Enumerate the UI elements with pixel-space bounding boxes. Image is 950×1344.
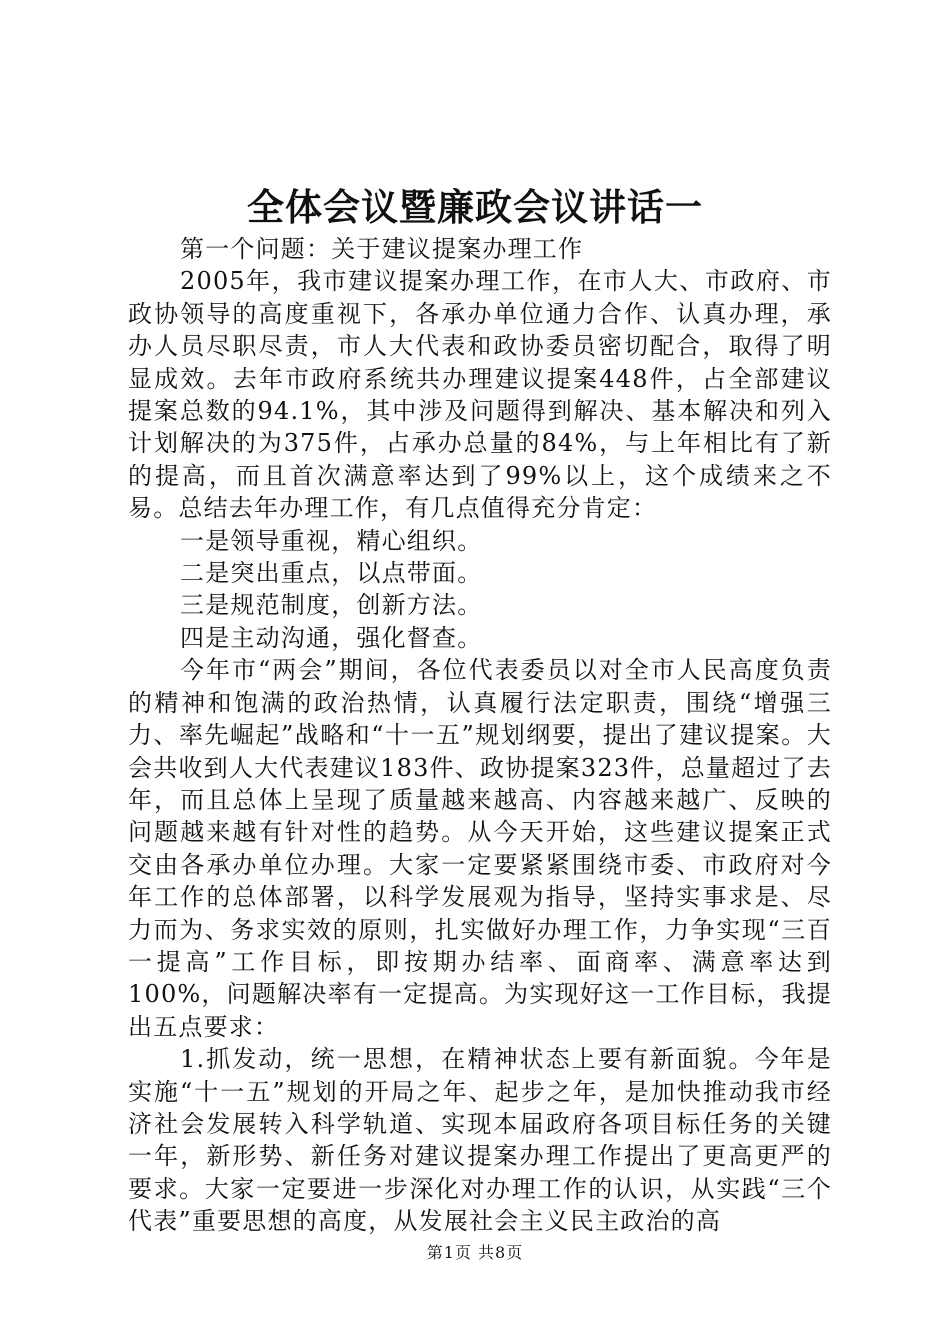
point-four: 四是主动沟通，强化督查。 [180, 623, 483, 652]
section-heading: 第一个问题：关于建议提案办理工作 [180, 235, 584, 263]
document-body [128, 233, 832, 1238]
requirement-one: 1.抓发动，统一思想，在精神状态上要有新面貌。今年是实施“十一五”规划的开局之年、起步之年，是加快推动我市经济社会发展转入科学轨道、实现本届政府各项目标任务的关键一年，新形势、新任务对建议提案办理工作提出了更高更严的要求。大家一定要进一步深化对办理工作的认识，从实践“三个代表”重要思想的高度，从发展社会主义民主政治的高 [128, 1045, 832, 1236]
point-two: 二是突出重点，以点带面。 [180, 559, 483, 588]
paragraph-summary-2005: 2005年，我市建议提案办理工作，在市人大、市政府、市政协领导的高度重视下，各承办单位通力合作、认真办理，承办人员尽职尽责，市人大代表和政协委员密切配合，取得了明显成效。去年市政府系统共办理建议提案448件，占全部建议提案总数的94.1%，其中涉及问题得到解决、基本解决和列入计划解决的为375件，占承办总量的84%，与上年相比有了新的提高，而且首次满意率达到了99%以上，这个成绩来之不易。总结去年办理工作，有几点值得充分肯定： [128, 267, 832, 523]
point-one: 一是领导重视，精心组织。 [180, 526, 483, 555]
point-three: 三是规范制度，创新方法。 [180, 591, 483, 620]
paragraph-this-year: 今年市“两会”期间，各位代表委员以对全市人民高度负责的精神和饱满的政治热情，认真履行法定职责，围绕“增强三力、率先崛起”战略和“十一五”规划纲要，提出了建议提案。大会共收到人大代表建议183件、政协提案323件，总量超过了去年，而且总体上呈现了质量越来越高、内容越来越广、反映的问题越来越有针对性的趋势。从今天开始，这些建议提案正式交由各承办单位办理。大家一定要紧紧围绕市委、市政府对今年工作的总体部署，以科学发展观为指导，坚持实事求是、尽力而为、务求实效的原则，扎实做好办理工作，力争实现“三百一提高”工作目标，即按期办结率、面商率、满意率达到100%，问题解决率有一定提高。为实现好这一工作目标，我提出五点要求： [128, 656, 832, 1041]
page-footer: 第1页 共8页 [426, 1243, 524, 1262]
page-title: 全体会议暨廉政会议讲话一 [247, 186, 703, 229]
